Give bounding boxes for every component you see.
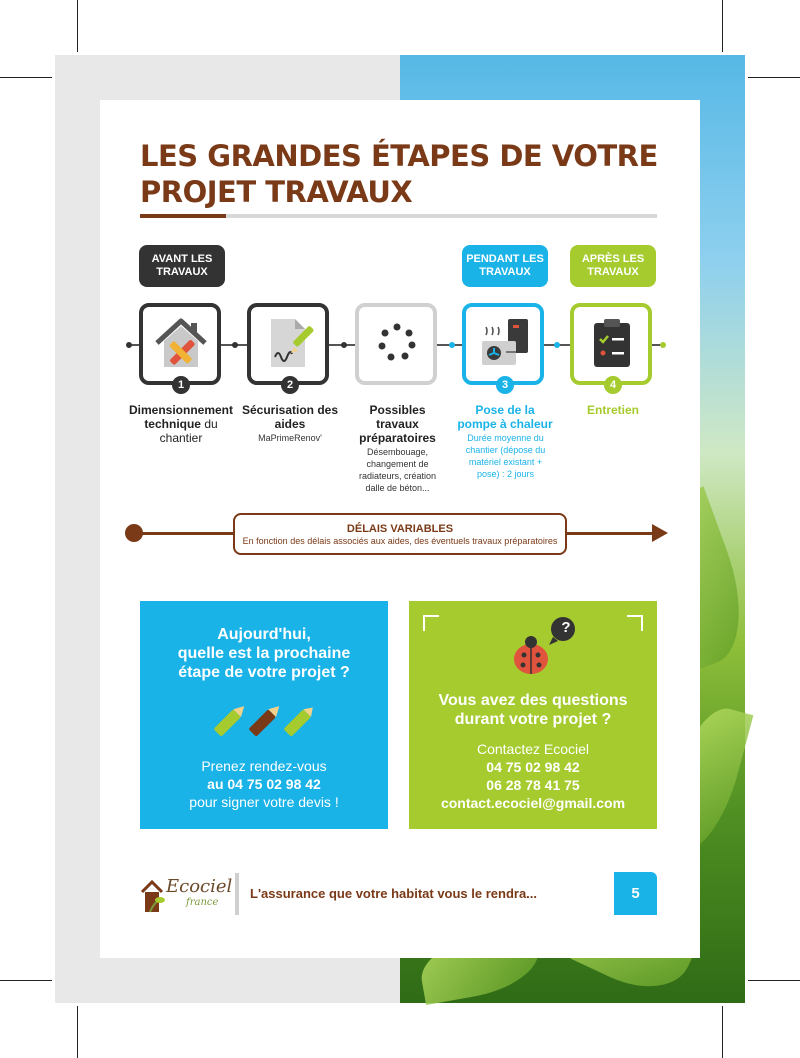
ladybug-icon bbox=[509, 615, 589, 679]
clipboard-checklist-icon bbox=[584, 315, 640, 371]
step-3-label bbox=[455, 403, 555, 431]
delay-title: DÉLAIS VARIABLES bbox=[346, 523, 454, 535]
next-step-phone[interactable]: au 04 75 02 98 42 bbox=[207, 776, 321, 792]
delay-arrow-head bbox=[652, 524, 668, 542]
questions-heading-1: Vous avez des questions bbox=[438, 692, 628, 709]
step-2-number: 2 bbox=[281, 376, 299, 394]
crop-mark bbox=[0, 980, 52, 981]
heat-pump-icon bbox=[476, 315, 532, 371]
step-preparatory-box bbox=[355, 303, 437, 385]
next-step-heading-2: quelle est la prochaine bbox=[177, 645, 351, 662]
timeline-dot bbox=[554, 342, 560, 348]
step-preparatory-label bbox=[350, 403, 445, 445]
delay-arrow-start bbox=[125, 524, 143, 542]
crop-mark bbox=[77, 0, 78, 52]
step-2-detail: MaPrimeRenov' bbox=[258, 433, 322, 443]
delay-box bbox=[233, 513, 567, 555]
card-corner bbox=[423, 615, 439, 631]
crop-mark bbox=[722, 0, 723, 52]
crop-mark bbox=[722, 1006, 723, 1058]
step-1-number: 1 bbox=[172, 376, 190, 394]
logo-subtext: france bbox=[186, 897, 219, 908]
crop-mark bbox=[77, 1006, 78, 1058]
timeline-dot bbox=[232, 342, 238, 348]
next-step-text-3: pour signer votre devis ! bbox=[189, 794, 339, 810]
step-preparatory-detail: Désembouage, changement de radiateurs, création dalle de béton... bbox=[358, 447, 437, 493]
footer-tagline: L'assurance que votre habitat vous le rendra... bbox=[250, 886, 538, 901]
crop-mark bbox=[0, 77, 52, 78]
step-4-box bbox=[570, 303, 652, 385]
step-3-number: 3 bbox=[496, 376, 514, 394]
delay-text: En fonction des délais associés aux aides, des éventuels travaux préparatoires bbox=[242, 536, 558, 546]
next-step-heading-1: Aujourd'hui, bbox=[217, 626, 311, 643]
page-number: 5 bbox=[614, 872, 657, 915]
step-3-box bbox=[462, 303, 544, 385]
crop-mark bbox=[748, 77, 800, 78]
step-3-detail: Durée moyenne du chantier (dépose du matériel existant + pose) : 2 jours bbox=[465, 433, 546, 479]
phase-before-label: AVANT LES TRAVAUX bbox=[151, 253, 213, 278]
question-bubble-text: ? bbox=[561, 619, 571, 636]
contact-phone-2[interactable]: 06 28 78 41 75 bbox=[486, 777, 580, 793]
timeline-dot bbox=[660, 342, 666, 348]
house-pencil-icon bbox=[153, 315, 209, 371]
phase-after-label: APRÈS LES TRAVAUX bbox=[581, 253, 645, 278]
step-4-number: 4 bbox=[604, 376, 622, 394]
pencils-icon bbox=[209, 700, 319, 744]
step-1-title: Dimensionnement technique bbox=[128, 403, 233, 431]
questions-card bbox=[409, 601, 657, 829]
card-corner bbox=[627, 615, 643, 631]
step-2-label bbox=[240, 403, 340, 431]
contact-label: Contactez Ecociel bbox=[476, 741, 590, 757]
crop-mark bbox=[748, 980, 800, 981]
questions-heading-2: durant votre projet ? bbox=[454, 711, 612, 728]
logo-text: Ecociel bbox=[166, 876, 233, 897]
timeline-dot bbox=[449, 342, 455, 348]
next-step-heading-3: étape de votre projet ? bbox=[178, 664, 350, 681]
step-2-title: Sécurisation des aides bbox=[241, 403, 339, 431]
phase-after-works bbox=[570, 245, 656, 287]
step-preparatory-title: Possibles travaux préparatoires bbox=[359, 403, 436, 445]
step-1-label bbox=[125, 403, 237, 445]
loading-icon bbox=[369, 315, 425, 371]
step-2-box bbox=[247, 303, 329, 385]
step-4-label bbox=[563, 403, 663, 417]
phase-before-works bbox=[139, 245, 225, 287]
footer-divider bbox=[235, 873, 239, 915]
step-1-title-suffix: du chantier bbox=[159, 417, 218, 445]
phase-during-works bbox=[462, 245, 548, 287]
step-1-box bbox=[139, 303, 221, 385]
contact-email[interactable]: contact.ecociel@gmail.com bbox=[440, 795, 626, 811]
next-step-card bbox=[140, 601, 388, 829]
step-3-title: Pose de la pompe à chaleur bbox=[457, 403, 553, 431]
phase-during-label: PENDANT LES TRAVAUX bbox=[466, 253, 544, 278]
contact-phone-1[interactable]: 04 75 02 98 42 bbox=[486, 759, 580, 775]
step-4-title: Entretien bbox=[586, 403, 639, 417]
next-step-text-1: Prenez rendez-vous bbox=[201, 758, 327, 774]
title-underline-accent bbox=[140, 214, 226, 218]
timeline-dot bbox=[126, 342, 132, 348]
document-signature-icon bbox=[261, 315, 317, 371]
page-title: LES GRANDES ÉTAPES DE VOTRE PROJET TRAVAUX bbox=[140, 139, 658, 209]
timeline-dot bbox=[341, 342, 347, 348]
